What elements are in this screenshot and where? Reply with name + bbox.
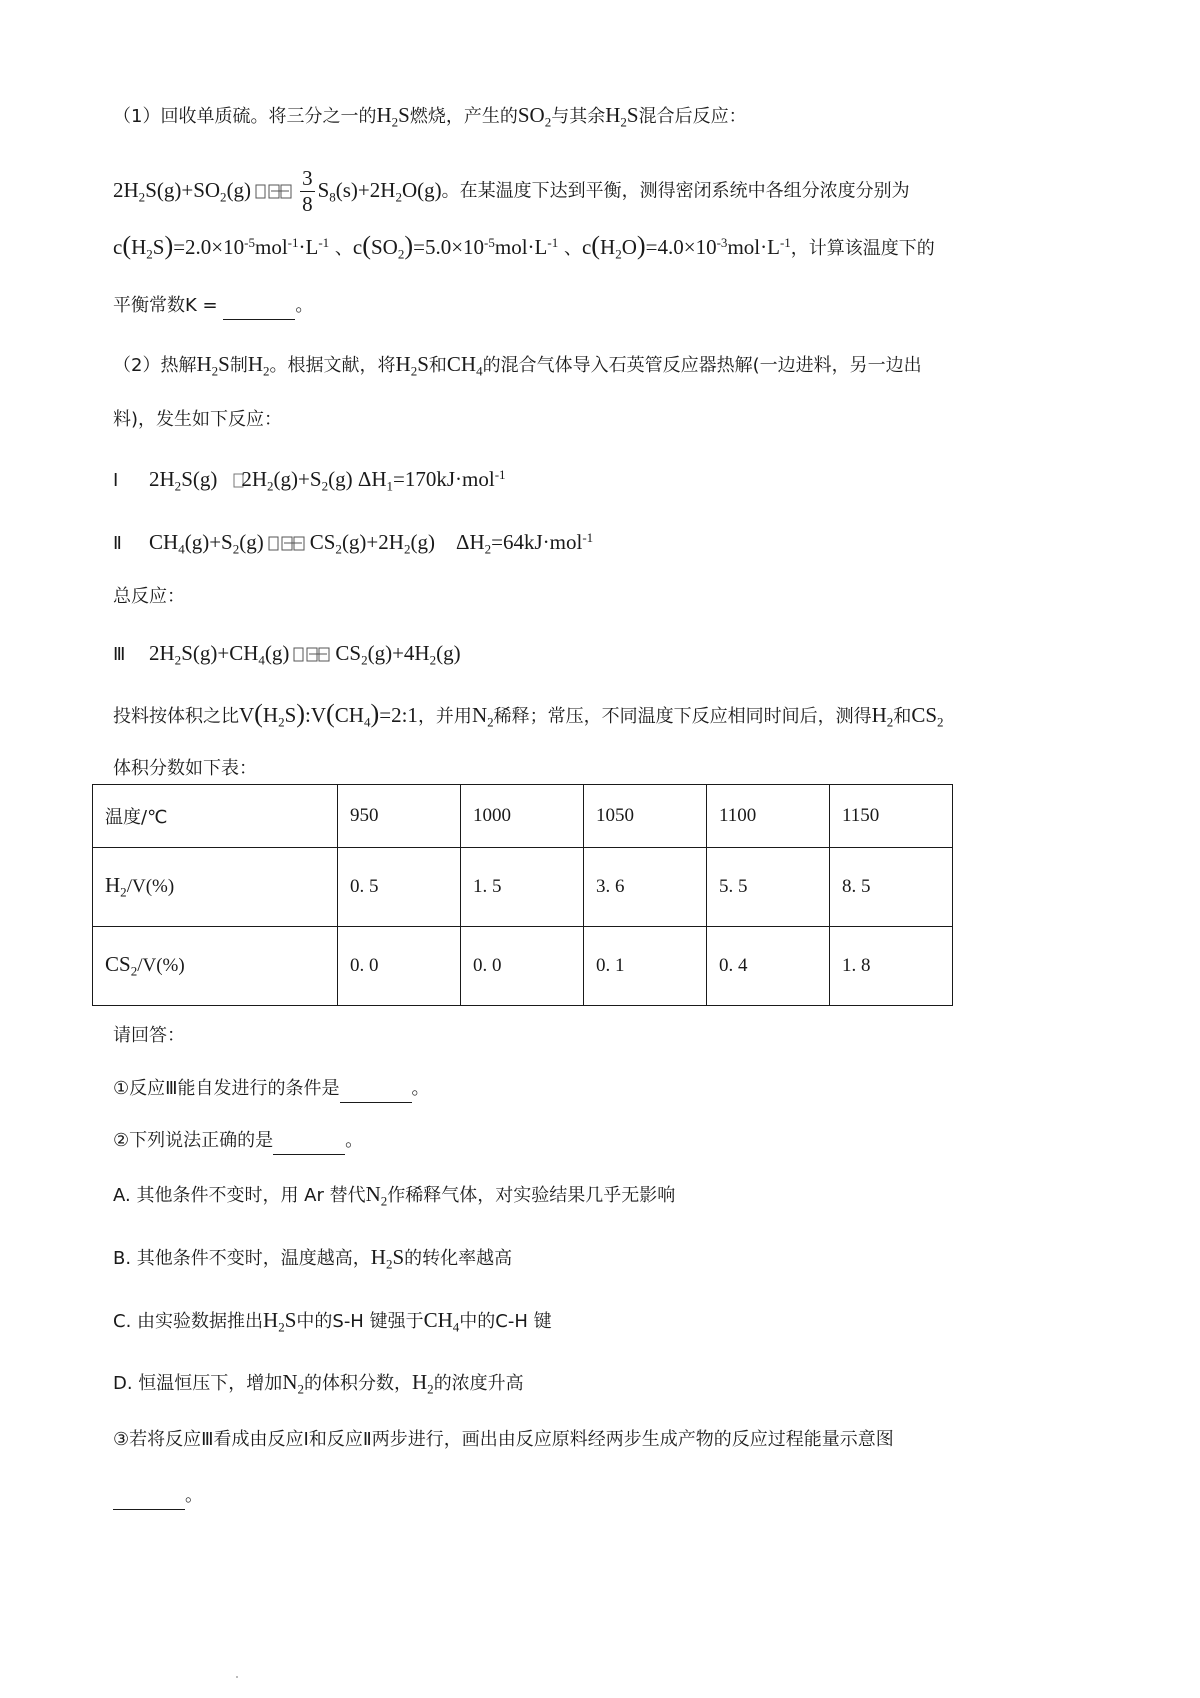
- text: 料)，发生如下反应：: [113, 409, 283, 430]
- section1-k-line: [113, 291, 313, 320]
- arrow-icon: [221, 472, 237, 490]
- text: 的转化率越高: [404, 1248, 513, 1269]
- equilibrium-arrow-icon: [293, 646, 331, 664]
- section2-intro-line2: [113, 405, 282, 434]
- text: 的混合气体导入石英管反应器热解(一边进料，另一边出: [482, 355, 922, 376]
- data-table: [92, 784, 953, 1006]
- text: D. 恒温恒压下，增加: [113, 1373, 283, 1394]
- text: 和: [893, 706, 912, 727]
- text: 。: [411, 1078, 430, 1099]
- h2-formula: $H_2$: [247, 352, 270, 379]
- text: /V(%): [137, 955, 185, 977]
- text: ②下列说法正确的是: [113, 1130, 274, 1151]
- so2-formula: $SO_2$: [517, 103, 552, 130]
- ratio-value: =2:1: [379, 703, 418, 727]
- separator: 、: [558, 238, 582, 260]
- text: 体积分数如下表：: [113, 758, 257, 779]
- n2-formula: $N_2$: [282, 1370, 304, 1397]
- table-row: [93, 848, 953, 927]
- answer-blank[interactable]: [223, 301, 295, 320]
- text: C. 由实验数据推出: [113, 1311, 264, 1332]
- reaction-3-equation: $2H_2S(g)+CH_4(g)$: [149, 641, 290, 668]
- text: 平衡常数K =: [113, 295, 224, 316]
- text: /V(%): [126, 876, 175, 898]
- option-b: [113, 1243, 512, 1279]
- table-header-cell: 1050: [584, 785, 707, 848]
- text: 和: [428, 355, 447, 376]
- fraction: [300, 168, 315, 215]
- equilibrium-arrow-icon: [268, 535, 306, 553]
- answer-blank[interactable]: [340, 1084, 412, 1103]
- text: 。: [185, 1485, 203, 1506]
- text: A. 其他条件不变时，用 Ar 替代: [113, 1185, 366, 1206]
- volume-ratio: $V(H_2S):V(CH_4)$: [239, 699, 380, 730]
- table-cell: 0. 0: [461, 927, 584, 1006]
- conc-h2s: $c(H_2S)=2.0\times 10^{-5}mol^{-1}\cdot L^{-1}$: [113, 231, 330, 262]
- section1-intro: [113, 101, 747, 137]
- table-cell: 1. 5: [461, 848, 584, 927]
- answer-blank[interactable]: [273, 1136, 345, 1155]
- reaction-3: [113, 639, 461, 675]
- table-cell: 5. 5: [707, 848, 830, 927]
- total-reaction-label: [113, 582, 185, 611]
- text: 中的C-H 键: [459, 1311, 552, 1332]
- equation: $2H_2S(g)+SO_2(g)$: [113, 177, 252, 205]
- h2s-formula: $H_2S$: [196, 352, 230, 379]
- fraction-denominator: 8: [302, 192, 313, 216]
- table-header-cell: 950: [338, 785, 461, 848]
- table-row: [93, 927, 953, 1006]
- separator: 、: [329, 238, 353, 260]
- text: 与其余: [551, 106, 606, 127]
- h2s-formula: $H_2S$: [263, 1308, 297, 1335]
- reaction-label: Ⅲ: [113, 644, 126, 665]
- text: 燃烧，产生的: [409, 106, 518, 127]
- option-c: [113, 1306, 552, 1342]
- text: 的体积分数，: [304, 1373, 412, 1394]
- question-2: [113, 1126, 363, 1155]
- fraction-numerator: 3: [302, 166, 313, 190]
- reaction-label: Ⅱ: [113, 533, 122, 555]
- table-cell: 0. 5: [338, 848, 461, 927]
- table-cell: 1. 8: [830, 927, 953, 1006]
- cs2-formula: $CS_2$: [105, 952, 138, 979]
- table-cell: 0. 4: [707, 927, 830, 1006]
- text: 中的S-H 键强于: [296, 1311, 424, 1332]
- h2s-formula: $H_2S$: [605, 103, 639, 130]
- text: 作稀释气体，对实验结果几乎无影响: [387, 1185, 676, 1206]
- equation-products: $S_8(s)+2H_2O(g)$: [317, 177, 442, 205]
- table-cell: 0. 0: [338, 927, 461, 1006]
- text: ①反应Ⅲ能自发进行的条件是: [113, 1078, 340, 1099]
- questions-prompt: [113, 1021, 185, 1050]
- table-header-cell: 温度/℃: [93, 785, 338, 848]
- text: 请回答：: [113, 1025, 185, 1046]
- table-row: [93, 785, 953, 848]
- reaction-2: [113, 524, 593, 564]
- feed-line2: [113, 754, 257, 783]
- reaction-2-equation: $CH_4(g)+S_2(g)$: [149, 530, 264, 557]
- text: 稀释；常压，不同温度下反应相同时间后，测得: [493, 706, 872, 727]
- h2s-formula: $H_2S$: [376, 103, 410, 130]
- section1-equation: [113, 168, 910, 215]
- text: B. 其他条件不变时，温度越高，: [113, 1248, 371, 1269]
- section2-intro: [113, 350, 922, 386]
- conc-so2: $c(SO_2)=5.0\times 10^{-5}mol\cdot L^{-1}$: [352, 231, 559, 262]
- h2-formula: $H_2$: [871, 703, 894, 730]
- table-cell: 8. 5: [830, 848, 953, 927]
- cs2-formula: $CS_2$: [911, 703, 944, 730]
- ch4-formula: $CH_4$: [446, 352, 483, 379]
- text: 总反应：: [113, 586, 185, 607]
- table-header-cell: 1100: [707, 785, 830, 848]
- text: （2）热解: [113, 355, 197, 376]
- n2-formula: $N_2$: [365, 1182, 388, 1209]
- equilibrium-arrow-icon: [255, 183, 293, 201]
- text: （1）回收单质硫。将三分之一的: [113, 106, 377, 127]
- text: ，计算该温度下的: [790, 238, 935, 260]
- reaction-1-equation: $2H_2S(g)$: [149, 467, 218, 494]
- option-d: [113, 1368, 524, 1404]
- h2-formula: $H_2$: [105, 873, 127, 900]
- table-cell: 3. 6: [584, 848, 707, 927]
- option-a: [113, 1180, 675, 1216]
- reaction-3-products: $CS_2(g)+4H_2(g)$: [335, 641, 461, 668]
- text: 。: [345, 1130, 364, 1151]
- reaction-2-products: $CS_2(g)+2H_2(g)$ $\Delta H_2=64kJ\cdot mol^{-1}$: [309, 530, 594, 557]
- h2s-formula: $H_2S$: [395, 352, 429, 379]
- text: 。: [295, 295, 314, 316]
- h2s-formula: $H_2S$: [370, 1245, 405, 1272]
- table-cell: 0. 1: [584, 927, 707, 1006]
- question-3-line2: [113, 1481, 203, 1510]
- conc-h2o: $c(H_2O)=4.0\times 10^{-3}mol\cdot L^{-1}$: [581, 231, 791, 262]
- text: 。在某温度下达到平衡，测得密闭系统中各组分浓度分别为: [441, 180, 910, 202]
- table-header-cell: 1000: [461, 785, 584, 848]
- answer-blank[interactable]: [113, 1491, 185, 1510]
- text: 。根据文献，将: [269, 355, 396, 376]
- feed-line: [113, 701, 944, 737]
- reaction-1: [113, 461, 506, 501]
- text: ，并用: [417, 706, 472, 727]
- section1-concentrations: [113, 229, 935, 269]
- text: 混合后反应：: [638, 106, 747, 127]
- text: 的浓度升高: [433, 1373, 524, 1394]
- text: 投料按体积之比: [113, 706, 239, 727]
- ch4-formula: $CH_4$: [423, 1308, 460, 1335]
- text: 制: [229, 355, 248, 376]
- text: ③若将反应Ⅲ看成由反应Ⅰ和反应Ⅱ两步进行，画出由反应原料经两步生成产物的反应过程能量示意图: [113, 1429, 894, 1450]
- question-1: [113, 1074, 430, 1103]
- h2-formula: $H_2$: [412, 1370, 434, 1397]
- page-mark: [236, 1676, 238, 1678]
- reaction-1-products: $2H_2(g)+S_2(g)$ $\Delta H_1=170kJ\cdot mol^{-1}$: [241, 467, 506, 494]
- question-3: [113, 1425, 894, 1454]
- table-row-label: [93, 848, 338, 927]
- n2-formula: $N_2$: [471, 703, 494, 730]
- table-row-label: [93, 927, 338, 1006]
- table-header-cell: 1150: [830, 785, 953, 848]
- reaction-label: Ⅰ: [113, 470, 119, 492]
